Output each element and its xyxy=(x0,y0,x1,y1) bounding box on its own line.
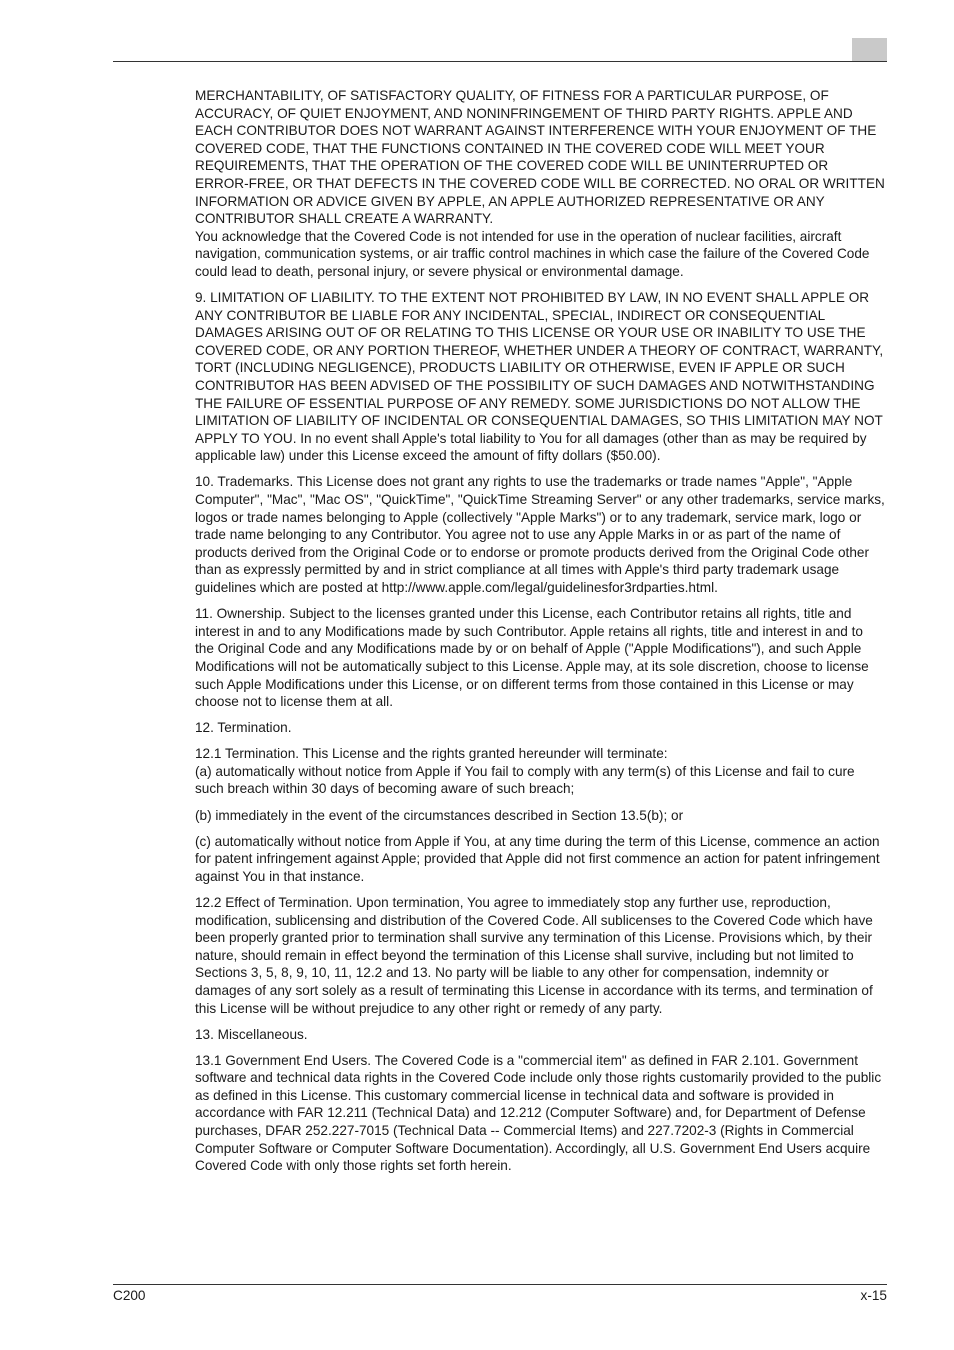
paragraph-termination-12-1: 12.1 Termination. This License and the rights granted hereunder will terminate: xyxy=(195,746,668,762)
paragraph-termination-c: (c) automatically without notice from Apple if You, at any time during the term of this License, commence an action for patent infringement against Apple; provided that Apple did not first commence an action for patent infringement against You in that instance. xyxy=(195,833,880,884)
paragraph-termination-a: (a) automatically without notice from Apple if You fail to comply with any term(s) of this License and fail to cure such breach within 30 days of becoming aware of such breach; xyxy=(195,763,855,797)
paragraph-termination-b: (b) immediately in the event of the circumstances described in Section 13.5(b); or xyxy=(195,807,684,823)
footer-page-number: x-15 xyxy=(860,1288,887,1303)
paragraph-termination-heading: 12. Termination. xyxy=(195,720,292,736)
paragraph-effect-of-termination: 12.2 Effect of Termination. Upon termination, You agree to immediately stop any further use, reproduction, modification, sublicensing and distribution of the Covered Code. All sublicenses to the Covered Code which have been properly granted prior to termination shall survive any termination of this License. Provisions which, by their nature, should remain in effect beyond the termination of this License shall survive, including but not limited to Sections 3, 5, 8, 9, 10, 11, 12.2 and 13. No party will be liable to any other for compensation, indemnity or damages of any sort solely as a result of terminating this License in accordance with its terms, and termination of this License will be without prejudice to any other right or remedy of any party. xyxy=(195,894,873,1016)
header-rule xyxy=(113,61,887,62)
license-text xyxy=(195,87,885,1183)
header-corner-tab xyxy=(852,38,887,61)
footer-rule xyxy=(113,1284,887,1285)
paragraph-acknowledgement: You acknowledge that the Covered Code is not intended for use in the operation of nuclear facilities, aircraft navigation, communication systems, or air traffic control machines in which case the failure of the Covered Code could lead to death, personal injury, or severe physical or environmental damage. xyxy=(195,228,870,279)
paragraph-ownership: 11. Ownership. Subject to the licenses granted under this License, each Contributor retains all rights, title and interest in and to any Modifications made by such Contributor. Apple retains all rights, title and interest in and to the Original Code and any Modifications made by or on behalf of Apple ("Apple Modifications"), and such Apple Modifications will not be automatically subject to this License. Apple may, at its sole discretion, choose to license such Apple Modifications under this License, or on different terms from those contained in this License or may choose not to license them at all. xyxy=(195,606,869,710)
paragraph-government-end-users: 13.1 Government End Users. The Covered Code is a "commercial item" as defined in FAR 2.101. Government software and technical data rights in the Covered Code include only those rights customarily provided to the public as defined in this License. This customary commercial license in technical data and software is provided in accordance with FAR 12.211 (Technical Data) and 12.212 (Computer Software) and, for Department of Defense purchases, DFAR 252.227-7015 (Technical Data -- Commercial Items) and 227.7202-3 (Rights in Commercial Computer Software or Computer Software Documentation). Accordingly, all U.S. Government End Users acquire Covered Code with only those rights set forth herein. xyxy=(195,1052,882,1174)
paragraph-warranty-disclaimer: MERCHANTABILITY, OF SATISFACTORY QUALITY, OF FITNESS FOR A PARTICULAR PURPOSE, OF ACCURACY, OF QUIET ENJOYMENT, AND NONINFRINGEMENT OF THIRD PARTY RIGHTS. APPLE AND EACH CONTRIBUTOR DOES NOT WARRANT AGAINST INTERFERENCE WITH YOUR ENJOYMENT OF THE COVERED CODE, THAT THE FUNCTIONS CONTAINED IN THE COVERED CODE WILL MEET YOUR REQUIREMENTS, THAT THE OPERATION OF THE COVERED CODE WILL BE UNINTERRUPTED OR ERROR-FREE, OR THAT DEFECTS IN THE COVERED CODE WILL BE CORRECTED. NO ORAL OR WRITTEN INFORMATION OR ADVICE GIVEN BY APPLE, AN APPLE AUTHORIZED REPRESENTATIVE OR ANY CONTRIBUTOR SHALL CREATE A WARRANTY. xyxy=(195,88,885,227)
paragraph-miscellaneous-heading: 13. Miscellaneous. xyxy=(195,1026,308,1042)
footer-model: C200 xyxy=(113,1288,146,1303)
paragraph-trademarks: 10. Trademarks. This License does not grant any rights to use the trademarks or trade names "Apple", "Apple Computer", "Mac", "Mac OS", "QuickTime", "QuickTime Streaming Server" or any other trademarks, service marks, logos or trade names belonging to Apple (collectively "Apple Marks") or to any trademark, service mark, logo or trade name belonging to any Contributor. You agree not to use any Apple Marks in or as part of the name of products derived from the Original Code or to endorse or promote products derived from the Original Code other than as expressly permitted by and in strict compliance at all times with Apple's third party trademark usage guidelines which are posted at http://www.apple.com/legal/guidelinesfor3rdparties.html. xyxy=(195,474,885,596)
paragraph-limitation-of-liability: 9. LIMITATION OF LIABILITY. TO THE EXTENT NOT PROHIBITED BY LAW, IN NO EVENT SHALL APPLE OR ANY CONTRIBUTOR BE LIABLE FOR ANY INCIDENTAL, SPECIAL, INDIRECT OR CONSEQUENTIAL DAMAGES ARISING OUT OF OR RELATING TO THIS LICENSE OR YOUR USE OR INABILITY TO USE THE COVERED CODE, OR ANY PORTION THEREOF, WHETHER UNDER A THEORY OF CONTRACT, WARRANTY, TORT (INCLUDING NEGLIGENCE), PRODUCTS LIABILITY OR OTHERWISE, EVEN IF APPLE OR SUCH CONTRIBUTOR HAS BEEN ADVISED OF THE POSSIBILITY OF SUCH DAMAGES AND NOTWITHSTANDING THE FAILURE OF ESSENTIAL PURPOSE OF ANY REMEDY. SOME JURISDICTIONS DO NOT ALLOW THE LIMITATION OF LIABILITY OF INCIDENTAL OR CONSEQUENTIAL DAMAGES, SO THIS LIMITATION MAY NOT APPLY TO YOU. In no event shall Apple's total liability to You for all damages (other than as may be required by applicable law) under this License exceed the amount of fifty dollars ($50.00). xyxy=(195,290,884,464)
